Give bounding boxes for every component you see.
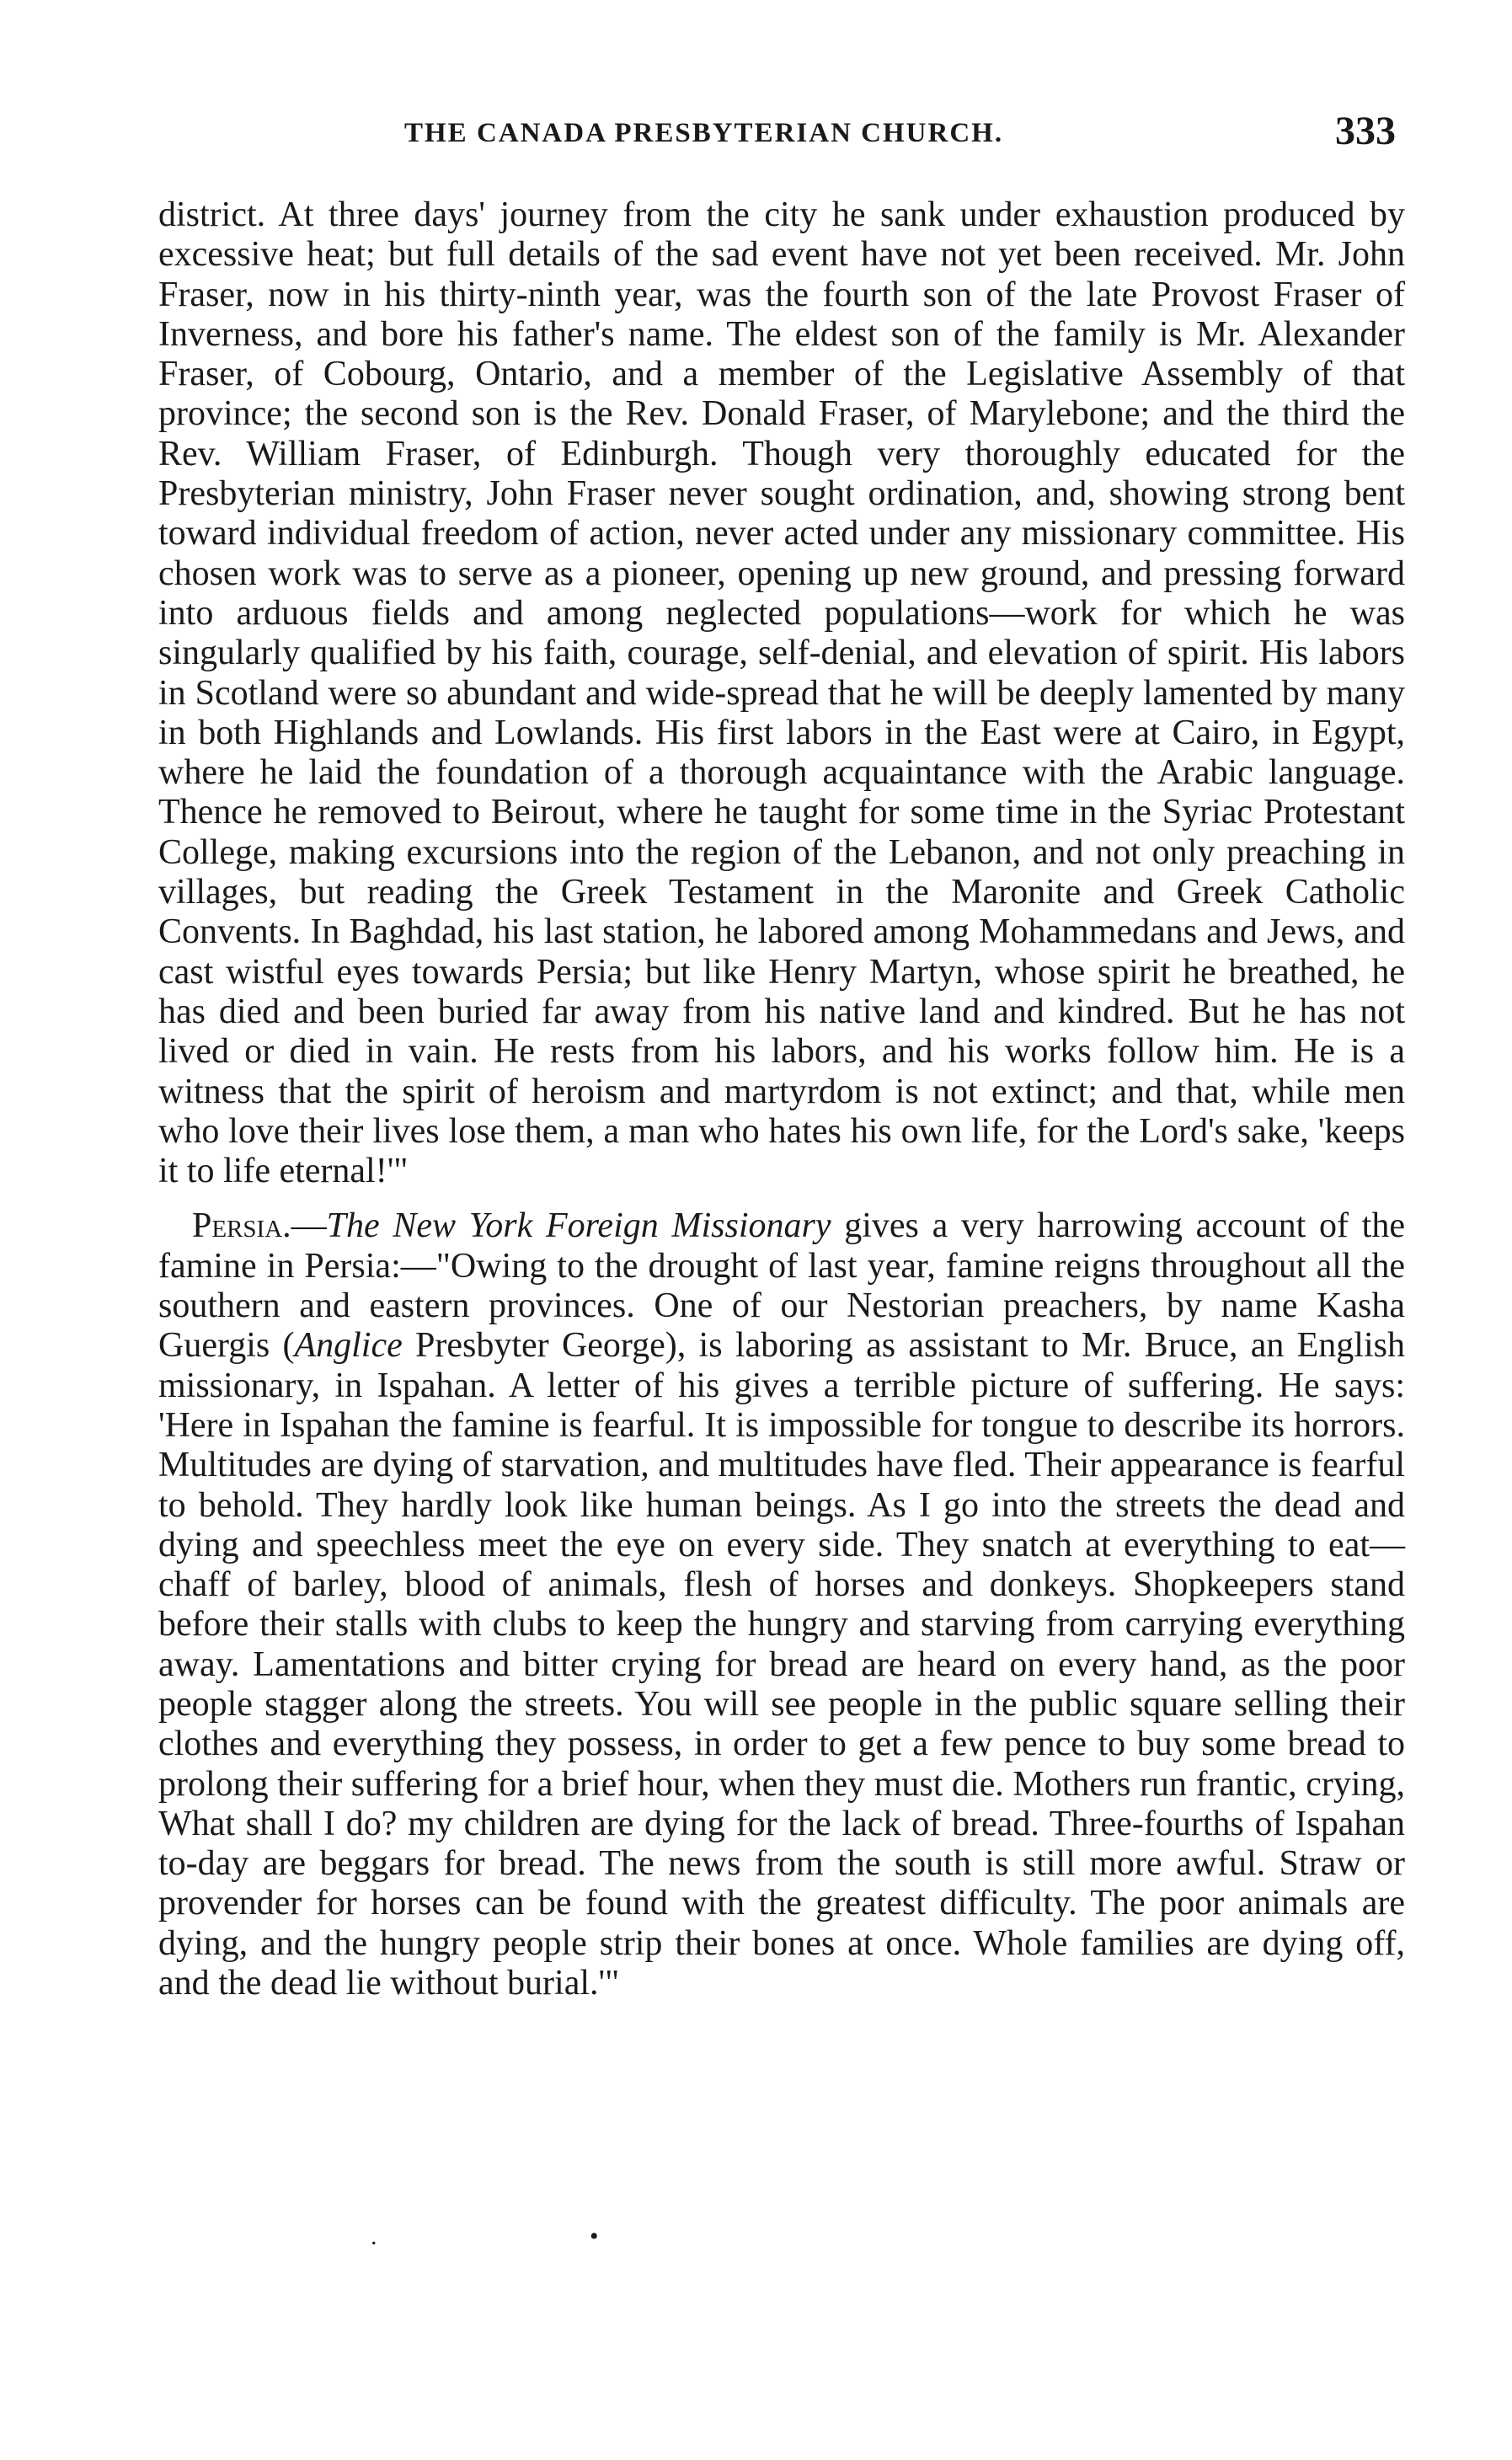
trailing-marks xyxy=(0,2224,1512,2258)
paragraph-persia-famine xyxy=(158,1206,1405,2003)
trailing-mark-dot: . xyxy=(371,2222,377,2250)
section-lead-persia: Persia. xyxy=(192,1206,291,1246)
paragraph-fraser-obituary: district. At three days' journey from the city he sank under exhaustion produced by excessive heat; but full details of the sad event have not yet been received. Mr. John Fraser, now in his thirty-ninth year, was the fourth son of the late Provost Fraser of Inverness, and bore his father's name. The eldest son of the family is Mr. Alexander Fraser, of Cobourg, Ontario, and a member of the Legislative Assembly of that province; the second son is the Rev. Donald Fraser, of Marylebone; and the third the Rev. William Fraser, of Edinburgh. Though very thoroughly educated for the Presbyterian ministry, John Fraser never sought ordination, and, showing strong bent toward individual freedom of action, never acted under any missionary committee. His chosen work was to serve as a pioneer, opening up new ground, and pressing forward into arduous fields and among neglected populations—work for which he was singularly qualified by his faith, courage, self-denial, and elevation of spirit. His labors in Scotland were so abundant and wide-spread that he will be deeply lamented by many in both Highlands and Lowlands. His first labors in the East were at Cairo, in Egypt, where he laid the foundation of a thorough acquaintance with the Arabic language. Thence he removed to Beirout, where he taught for some time in the Syriac Protestant College, making excursions into the region of the Lebanon, and not only preaching in villages, but reading the Greek Testament in the Maronite and Greek Catholic Convents. In Baghdad, his last station, he labored among Mohammedans and Jews, and cast wistful eyes towards Persia; but like Henry Martyn, whose spirit he breathed, he has died and been buried far away from his native land and kindred. But he has not lived or died in vain. He rests from his labors, and his works follow him. He is a witness that the spirit of heroism and martyrdom is not extinct; and that, while men who love their lives lose them, a man who hates his own life, for the Lord's sake, 'keeps it to life eternal!'" xyxy=(158,195,1405,1191)
trailing-mark-bullet: • xyxy=(590,2222,599,2250)
anglice-term: Anglice xyxy=(294,1326,403,1366)
source-title: The New York Foreign Missionary xyxy=(326,1206,831,1246)
paragraph-text-part-b: Presbyter George), is laboring as assistant to Mr. Bruce, an English missionary, in Ispahan. A letter of his gives a terrible picture of suffering. He says: 'Here in Ispahan the famine is fearful. It is impossible for tongue to describe its horrors. Multitudes are dying of starvation, and multitudes have fled. Their appearance is fearful to behold. They hardly look like human beings. As I go into the streets the dead and dying and speechless meet the eye on every side. They snatch at everything to eat—chaff of barley, blood of animals, flesh of horses and donkeys. Shopkeepers stand before their stalls with clubs to keep the hungry and starving from carrying everything away. Lamentations and bitter crying for bread are heard on every hand, as the poor people stagger along the streets. You will see people in the public square selling their clothes and everything they possess, in order to get a few pence to buy some bread to prolong their suffering for a brief hour, when they must die. Mothers run frantic, crying, What shall I do? my children are dying for the lack of bread. Three-fourths of Ispahan to-day are beggars for bread. The news from the south is still more awful. Straw or provender for horses can be found with the greatest difficulty. The poor animals are dying, and the hungry people strip their bones at once. Whole families are dying off, and the dead lie without burial.'" xyxy=(158,1326,1405,2003)
running-title: THE CANADA PRESBYTERIAN CHURCH. xyxy=(404,118,1004,148)
body-text xyxy=(158,195,1405,2003)
paragraph-text-part-a: gives a very harrowing account of the famine in Persia:—"Owing to the drought of last year, famine reigns throughout all the southern and eastern provinces. One of our Nestorian preachers, by name Kasha Guergis ( xyxy=(158,1206,1405,1366)
page-number: 333 xyxy=(1335,109,1396,153)
running-head xyxy=(160,108,1411,158)
em-dash: — xyxy=(291,1206,327,1246)
